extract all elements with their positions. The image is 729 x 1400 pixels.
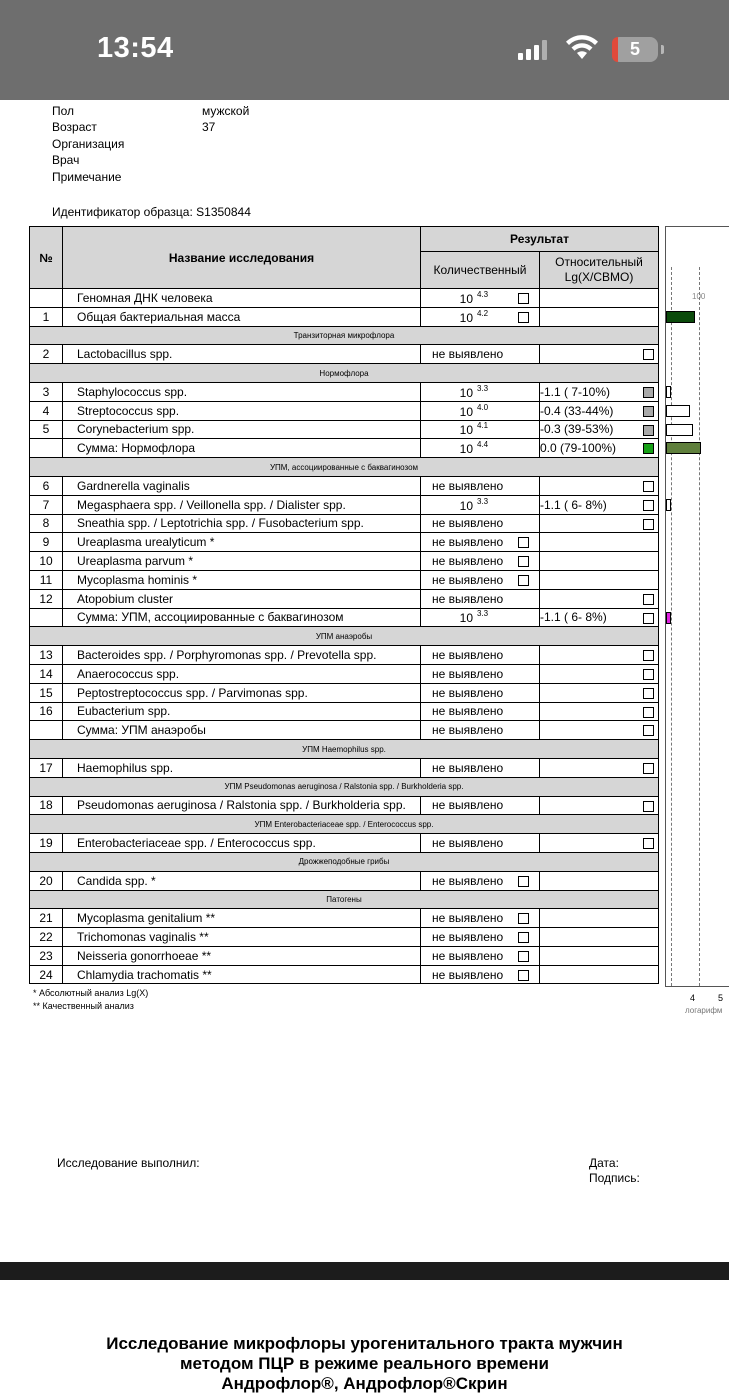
quantitative-exponent: 4.4 <box>477 440 489 450</box>
row-number: 22 <box>30 928 63 947</box>
quantitative-cell <box>421 552 540 571</box>
group-title: УПМ анаэробы <box>30 627 659 646</box>
header-name: Название исследования <box>63 227 421 289</box>
quantitative-value: не выявлено <box>432 685 504 700</box>
quantitative-cell <box>421 946 540 965</box>
group-header-row <box>30 890 659 909</box>
group-title: Патогены <box>30 890 659 909</box>
quantitative-cell <box>421 834 540 853</box>
row-number: 17 <box>30 758 63 777</box>
quantitative-cell <box>421 608 540 627</box>
relative-value: -1.1 ( 7-10%) <box>540 384 611 399</box>
chart-axis <box>665 986 729 1015</box>
group-header-row <box>30 458 659 477</box>
quantitative-cell <box>421 514 540 533</box>
relative-cell <box>540 664 659 683</box>
test-name: Сумма: Нормофлора <box>63 439 421 458</box>
relative-value: 0.0 (79-100%) <box>540 441 617 456</box>
quantitative-base: 10 <box>459 310 473 325</box>
result-checkbox[interactable] <box>518 312 529 323</box>
result-checkbox[interactable] <box>518 932 529 943</box>
table-row <box>30 646 659 665</box>
row-number: 5 <box>30 420 63 439</box>
test-name: Ureaplasma urealyticum * <box>63 533 421 552</box>
relative-value: -1.1 ( 6- 8%) <box>540 610 607 625</box>
relative-value: -0.3 (39-53%) <box>540 422 614 437</box>
axis-caption: логарифм <box>685 1006 723 1015</box>
table-row <box>30 552 659 571</box>
quantitative-exponent: 3.3 <box>477 496 489 506</box>
wifi-icon <box>565 34 599 60</box>
result-checkbox[interactable] <box>518 970 529 981</box>
relative-cell <box>540 909 659 928</box>
axis-label-5: 5 <box>718 993 724 1003</box>
test-name: Bacteroides spp. / Porphyromonas spp. / Prevotella spp. <box>63 646 421 665</box>
table-row <box>30 476 659 495</box>
test-name: Sneathia spp. / Leptotrichia spp. / Fusobacterium spp. <box>63 514 421 533</box>
quantitative-base: 10 <box>459 385 473 400</box>
relative-cell <box>540 965 659 984</box>
quantitative-cell <box>421 758 540 777</box>
quantitative-cell <box>421 796 540 815</box>
quantitative-value: не выявлено <box>432 535 504 550</box>
group-header-row <box>30 852 659 871</box>
status-time: 13:54 <box>97 32 174 64</box>
quantitative-value: не выявлено <box>432 572 504 587</box>
relative-checkbox[interactable] <box>643 801 654 812</box>
table-row <box>30 796 659 815</box>
test-name: Corynebacterium spp. <box>63 420 421 439</box>
relative-cell <box>540 382 659 401</box>
quantitative-value: не выявлено <box>432 929 504 944</box>
test-name: Staphylococcus spp. <box>63 382 421 401</box>
group-title: УПМ Haemophilus spp. <box>30 740 659 759</box>
relative-checkbox[interactable] <box>643 613 654 624</box>
quantitative-exponent: 4.0 <box>477 402 489 412</box>
test-name: Pseudomonas aeruginosa / Ralstonia spp. / Burkholderia spp. <box>63 796 421 815</box>
relative-cell <box>540 871 659 890</box>
result-checkbox[interactable] <box>518 556 529 567</box>
group-title: Дрожжеподобные грибы <box>30 852 659 871</box>
quantitative-value: не выявлено <box>432 666 504 681</box>
table-row <box>30 871 659 890</box>
banner-line-3: Андрофлор®, Андрофлор®Скрин <box>221 1374 508 1393</box>
quantitative-value: не выявлено <box>432 911 504 926</box>
relative-cell <box>540 834 659 853</box>
chart-bar-total <box>666 311 695 323</box>
row-number: 3 <box>30 382 63 401</box>
header-result: Результат <box>421 227 659 252</box>
table-row <box>30 533 659 552</box>
test-name: Lactobacillus spp. <box>63 345 421 364</box>
quantitative-cell <box>421 683 540 702</box>
test-name: Anaerococcus spp. <box>63 664 421 683</box>
quantitative-cell <box>421 495 540 514</box>
test-name: Neisseria gonorrhoeae ** <box>63 946 421 965</box>
sample-id: Идентификатор образца: S1350844 <box>52 205 251 219</box>
relative-cell <box>540 946 659 965</box>
test-name: Peptostreptococcus spp. / Parvimonas spp. <box>63 683 421 702</box>
chart-gridline <box>671 267 672 986</box>
row-number: 2 <box>30 345 63 364</box>
header-quantitative: Количественный <box>421 252 540 289</box>
relative-cell <box>540 345 659 364</box>
relative-checkbox[interactable] <box>643 707 654 718</box>
performed-by-label: Исследование выполнил: <box>57 1156 200 1170</box>
table-row <box>30 495 659 514</box>
result-checkbox[interactable] <box>518 537 529 548</box>
label-age: Возраст <box>52 120 97 134</box>
quantitative-cell <box>421 570 540 589</box>
quantitative-value: не выявлено <box>432 836 504 850</box>
chart-bar-staph <box>666 386 671 398</box>
test-name: Candida spp. * <box>63 871 421 890</box>
quantitative-base: 10 <box>459 291 473 306</box>
relative-value: -1.1 ( 6- 8%) <box>540 497 607 512</box>
quantitative-cell <box>421 965 540 984</box>
quantitative-cell <box>421 871 540 890</box>
group-title: Нормофлора <box>30 364 659 383</box>
relative-cell <box>540 514 659 533</box>
table-row <box>30 909 659 928</box>
quantitative-exponent: 3.3 <box>477 609 489 619</box>
quantitative-cell <box>421 420 540 439</box>
test-name: Ureaplasma parvum * <box>63 552 421 571</box>
table-row <box>30 439 659 458</box>
group-header-row <box>30 777 659 796</box>
test-name: Сумма: УПМ, ассоциированные с баквагинозом <box>63 608 421 627</box>
quantitative-cell <box>421 345 540 364</box>
quantitative-cell <box>421 928 540 947</box>
relative-cell <box>540 721 659 740</box>
row-number: 20 <box>30 871 63 890</box>
row-number: 16 <box>30 702 63 721</box>
row-number <box>30 721 63 740</box>
quantitative-cell <box>421 721 540 740</box>
battery-level: 5 <box>629 39 640 59</box>
result-checkbox[interactable] <box>518 293 529 304</box>
row-number: 1 <box>30 307 63 326</box>
relative-cell <box>540 552 659 571</box>
row-number: 19 <box>30 834 63 853</box>
cellular-signal-icon <box>518 40 550 60</box>
row-number: 23 <box>30 946 63 965</box>
group-header-row <box>30 740 659 759</box>
quantitative-cell <box>421 664 540 683</box>
quantitative-value: не выявлено <box>432 798 504 813</box>
label-sex: Пол <box>52 104 75 118</box>
label-note: Примечание <box>52 170 122 184</box>
quantitative-cell <box>421 439 540 458</box>
chart-tick-100: 100 <box>692 292 706 301</box>
relative-checkbox[interactable] <box>643 650 654 661</box>
quantitative-base: 10 <box>459 498 473 513</box>
table-row <box>30 683 659 702</box>
relative-checkbox[interactable] <box>643 500 654 511</box>
relative-checkbox[interactable] <box>643 443 654 454</box>
test-name: Eubacterium spp. <box>63 702 421 721</box>
table-row <box>30 965 659 984</box>
chart-bar-norm <box>666 442 701 454</box>
relative-cell <box>540 401 659 420</box>
chart-bar-strep <box>666 405 690 417</box>
test-name: Mycoplasma genitalium ** <box>63 909 421 928</box>
chart-bar-mega <box>666 499 671 511</box>
table-row <box>30 401 659 420</box>
test-name: Mycoplasma hominis * <box>63 570 421 589</box>
quantitative-base: 10 <box>459 423 473 438</box>
row-number <box>30 439 63 458</box>
quantitative-exponent: 3.3 <box>477 383 489 393</box>
group-header-row <box>30 815 659 834</box>
relative-checkbox[interactable] <box>643 669 654 680</box>
quantitative-value: не выявлено <box>432 760 504 775</box>
relative-cell <box>540 928 659 947</box>
result-checkbox[interactable] <box>518 951 529 962</box>
group-title: УПМ Enterobacteriaceae spp. / Enterococcus spp. <box>30 815 659 834</box>
banner-line-1: Исследование микрофлоры урогенитального тракта мужчин <box>106 1334 623 1353</box>
test-name: Megasphaera spp. / Veillonella spp. / Dialister spp. <box>63 495 421 514</box>
result-checkbox[interactable] <box>518 913 529 924</box>
row-number: 21 <box>30 909 63 928</box>
battery-icon <box>612 37 658 62</box>
relative-cell <box>540 476 659 495</box>
relative-cell <box>540 646 659 665</box>
table-row <box>30 307 659 326</box>
relative-checkbox[interactable] <box>643 763 654 774</box>
relative-cell <box>540 570 659 589</box>
relative-checkbox[interactable] <box>643 838 654 849</box>
label-organization: Организация <box>52 137 125 151</box>
signature-label: Подпись: <box>589 1171 640 1185</box>
battery-tip <box>661 45 664 54</box>
group-header-row <box>30 364 659 383</box>
banner-line-2: методом ПЦР в режиме реального времени <box>179 1354 550 1373</box>
table-row <box>30 758 659 777</box>
table-row <box>30 834 659 853</box>
quantitative-value: не выявлено <box>432 723 504 738</box>
test-name: Trichomonas vaginalis ** <box>63 928 421 947</box>
results-table <box>29 226 659 984</box>
quantitative-base: 10 <box>459 442 473 457</box>
table-row <box>30 345 659 364</box>
relative-checkbox[interactable] <box>643 387 654 398</box>
test-name: Haemophilus spp. <box>63 758 421 777</box>
quantitative-value: не выявлено <box>432 873 504 888</box>
group-title: Транзиторная микрофлора <box>30 326 659 345</box>
footnote-absolute: * Абсолютный анализ Lg(X) <box>33 988 149 998</box>
relative-value: -0.4 (33-44%) <box>540 403 614 418</box>
quantitative-cell <box>421 382 540 401</box>
relative-checkbox[interactable] <box>643 406 654 417</box>
test-name: Streptococcus spp. <box>63 401 421 420</box>
relative-cell <box>540 495 659 514</box>
test-name: Геномная ДНК человека <box>63 289 421 308</box>
row-number: 18 <box>30 796 63 815</box>
axis-label-4: 4 <box>690 993 696 1003</box>
quantitative-value: не выявлено <box>432 478 504 493</box>
quantitative-base: 10 <box>459 404 473 419</box>
footnote-qualitative: ** Качественный анализ <box>33 1001 134 1011</box>
quantitative-base: 10 <box>459 611 473 626</box>
quantitative-cell <box>421 289 540 308</box>
row-number: 24 <box>30 965 63 984</box>
quantitative-cell <box>421 589 540 608</box>
group-title: УПМ Pseudomonas aeruginosa / Ralstonia spp. / Burkholderia spp. <box>30 777 659 796</box>
table-row <box>30 514 659 533</box>
test-name: Chlamydia trachomatis ** <box>63 965 421 984</box>
quantitative-value: не выявлено <box>432 347 504 362</box>
row-number: 7 <box>30 495 63 514</box>
group-header-row <box>30 326 659 345</box>
row-number: 8 <box>30 514 63 533</box>
relative-cell <box>540 683 659 702</box>
row-number: 9 <box>30 533 63 552</box>
row-number: 11 <box>30 570 63 589</box>
row-number: 14 <box>30 664 63 683</box>
table-row <box>30 702 659 721</box>
relative-cell <box>540 702 659 721</box>
row-number: 6 <box>30 476 63 495</box>
row-number <box>30 608 63 627</box>
test-name: Gardnerella vaginalis <box>63 476 421 495</box>
quantitative-cell <box>421 533 540 552</box>
quantitative-cell <box>421 476 540 495</box>
quantitative-exponent: 4.3 <box>477 289 489 299</box>
table-row <box>30 420 659 439</box>
group-title: УПМ, ассоциированные с баквагинозом <box>30 458 659 477</box>
table-row <box>30 721 659 740</box>
relative-cell <box>540 289 659 308</box>
row-number: 15 <box>30 683 63 702</box>
row-number: 12 <box>30 589 63 608</box>
row-number: 10 <box>30 552 63 571</box>
quantitative-value: не выявлено <box>432 591 504 606</box>
chart-bar-coryne <box>666 424 693 436</box>
quantitative-cell <box>421 909 540 928</box>
phone-status-bar <box>0 0 729 100</box>
table-row <box>30 928 659 947</box>
result-checkbox[interactable] <box>518 575 529 586</box>
table-row <box>30 289 659 308</box>
row-number: 13 <box>30 646 63 665</box>
table-row <box>30 589 659 608</box>
header-no: № <box>30 227 63 289</box>
page-divider <box>0 1262 729 1280</box>
relative-checkbox[interactable] <box>643 725 654 736</box>
relative-checkbox[interactable] <box>643 594 654 605</box>
quantitative-cell <box>421 646 540 665</box>
quantitative-value: не выявлено <box>432 516 504 531</box>
test-name: Сумма: УПМ анаэробы <box>63 721 421 740</box>
relative-cell <box>540 307 659 326</box>
test-name: Общая бактериальная масса <box>63 307 421 326</box>
relative-cell <box>540 533 659 552</box>
quantitative-cell <box>421 307 540 326</box>
table-row <box>30 946 659 965</box>
header-relative: Относительный Lg(X/CBMO) <box>540 252 659 289</box>
table-row <box>30 664 659 683</box>
quantitative-value: не выявлено <box>432 967 504 982</box>
relative-cell <box>540 420 659 439</box>
relative-checkbox[interactable] <box>643 481 654 492</box>
value-age: 37 <box>202 120 216 134</box>
table-row <box>30 382 659 401</box>
log-bar-chart <box>665 226 729 986</box>
quantitative-value: не выявлено <box>432 948 504 963</box>
relative-checkbox[interactable] <box>643 349 654 360</box>
quantitative-cell <box>421 401 540 420</box>
chart-gridline <box>699 267 700 986</box>
test-name: Atopobium cluster <box>63 589 421 608</box>
relative-cell <box>540 796 659 815</box>
value-sex: мужской <box>202 104 250 118</box>
relative-checkbox[interactable] <box>643 688 654 699</box>
relative-cell <box>540 608 659 627</box>
test-name: Enterobacteriaceae spp. / Enterococcus spp. <box>63 834 421 853</box>
relative-cell <box>540 439 659 458</box>
row-number: 4 <box>30 401 63 420</box>
relative-cell <box>540 589 659 608</box>
relative-checkbox[interactable] <box>643 519 654 530</box>
quantitative-cell <box>421 702 540 721</box>
quantitative-exponent: 4.1 <box>477 421 489 431</box>
table-row <box>30 570 659 589</box>
relative-checkbox[interactable] <box>643 425 654 436</box>
date-label: Дата: <box>589 1156 619 1170</box>
quantitative-value: не выявлено <box>432 554 504 569</box>
report-title-banner <box>0 1334 729 1394</box>
chart-bar-bv <box>666 612 671 624</box>
relative-cell <box>540 758 659 777</box>
group-header-row <box>30 627 659 646</box>
result-checkbox[interactable] <box>518 876 529 887</box>
quantitative-value: не выявлено <box>432 648 504 663</box>
row-number <box>30 289 63 308</box>
label-doctor: Врач <box>52 153 80 167</box>
table-row <box>30 608 659 627</box>
quantitative-value: не выявлено <box>432 704 504 719</box>
quantitative-exponent: 4.2 <box>477 308 489 318</box>
